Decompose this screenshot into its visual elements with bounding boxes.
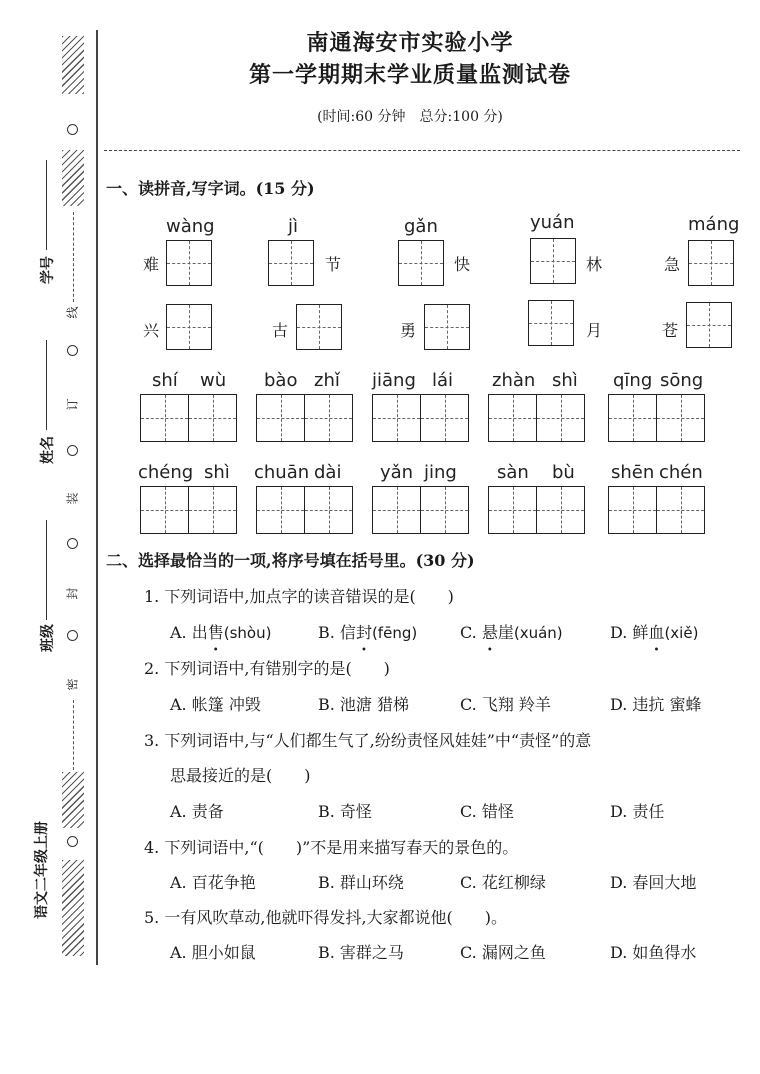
writing-box[interactable] [686, 302, 732, 348]
pinyin: qīng [613, 370, 653, 391]
writing-box[interactable] [656, 394, 705, 442]
writing-box[interactable] [530, 238, 576, 284]
binding-hole [67, 445, 78, 456]
writing-box[interactable] [536, 486, 585, 534]
binding-hole [67, 836, 78, 847]
writing-box[interactable] [536, 394, 585, 442]
binding-hole [67, 538, 78, 549]
writing-box[interactable] [166, 304, 212, 350]
cut-line [73, 212, 74, 302]
writing-box[interactable] [140, 486, 189, 534]
pinyin: chén [659, 462, 703, 483]
writing-box[interactable] [688, 240, 734, 286]
exam-title: 第一学期期末学业质量监测试卷 [248, 62, 571, 88]
pinyin: gǎn [404, 216, 438, 237]
pinyin: sōng [660, 370, 704, 391]
pinyin: chéng [138, 462, 194, 483]
q4-option-c[interactable]: C. 花红柳绿 [460, 873, 546, 892]
writing-box[interactable] [488, 486, 537, 534]
pinyin: wù [200, 370, 227, 391]
question-3-stem-cont: 思最接近的是( ) [170, 766, 311, 785]
pinyin: shì [552, 370, 578, 391]
hatch-pattern [62, 36, 84, 94]
seal-char-zhuang: 装 [65, 492, 80, 505]
q2-option-a[interactable]: A. 帐篷 冲毁 [170, 695, 261, 714]
given-char: 苍 [662, 321, 679, 340]
exam-meta: (时间:60 分钟 总分:100 分) [317, 109, 503, 125]
pinyin: yǎn [380, 462, 414, 483]
seal-char-feng: 封 [65, 587, 80, 600]
class-line[interactable] [46, 520, 47, 620]
pinyin: yuán [530, 212, 575, 233]
student-id-label: 学号 [40, 256, 56, 284]
writing-box[interactable] [656, 486, 705, 534]
name-line[interactable] [46, 340, 47, 430]
question-3-stem: 3. 下列词语中,与“人们都生气了,纷纷责怪风娃娃”中“责怪”的意 [144, 731, 592, 750]
q3-option-c[interactable]: C. 错怪 [460, 802, 514, 821]
pinyin: shì [204, 462, 230, 483]
binding-rule [96, 30, 98, 965]
writing-box[interactable] [256, 394, 305, 442]
section2-heading: 二、选择最恰当的一项,将序号填在括号里。(30 分) [106, 551, 475, 570]
question-5-stem: 5. 一有风吹草动,他就吓得发抖,大家都说他( )。 [144, 908, 508, 927]
writing-box[interactable] [398, 240, 444, 286]
pinyin: dài [314, 462, 342, 483]
q3-option-b[interactable]: B. 奇怪 [318, 802, 372, 821]
q1-option-d[interactable]: D. 鲜血(xiě) [610, 623, 699, 642]
pinyin: jiāng [372, 370, 416, 391]
writing-box[interactable] [420, 486, 469, 534]
binding-hole [67, 630, 78, 641]
pinyin: jì [288, 216, 299, 237]
writing-box[interactable] [304, 394, 353, 442]
q1-option-c[interactable]: C. 悬崖(xuán) [460, 623, 563, 642]
question-2-stem: 2. 下列词语中,有错别字的是( ) [144, 659, 390, 678]
given-char: 快 [454, 255, 471, 274]
binding-margin [0, 0, 100, 990]
writing-box[interactable] [268, 240, 314, 286]
given-char: 急 [664, 255, 681, 274]
seal-char-ding: 订 [65, 398, 80, 411]
pinyin: máng [688, 214, 740, 235]
q5-option-b[interactable]: B. 害群之马 [318, 943, 404, 962]
subject-label: 语文二年级上册 [34, 821, 50, 919]
writing-box[interactable] [166, 240, 212, 286]
writing-box[interactable] [528, 300, 574, 346]
q2-option-c[interactable]: C. 飞翔 羚羊 [460, 695, 551, 714]
hatch-pattern [62, 772, 84, 828]
pinyin: zhàn [492, 370, 536, 391]
q2-option-d[interactable]: D. 违抗 蜜蜂 [610, 695, 702, 714]
q2-option-b[interactable]: B. 池溏 猎梯 [318, 695, 410, 714]
given-char: 古 [272, 321, 289, 340]
q3-option-a[interactable]: A. 责备 [170, 802, 224, 821]
writing-box[interactable] [424, 304, 470, 350]
section1-heading: 一、读拼音,写字词。(15 分) [106, 179, 315, 198]
given-char: 勇 [400, 321, 417, 340]
given-char: 林 [586, 255, 603, 274]
q5-option-a[interactable]: A. 胆小如鼠 [170, 943, 256, 962]
name-label: 姓名 [40, 436, 56, 464]
question-1-stem: 1. 下列词语中,加点字的读音错误的是( ) [144, 587, 454, 606]
pinyin: shēn [611, 462, 655, 483]
q1-option-a[interactable]: A. 出售(shòu) [170, 623, 272, 642]
writing-box[interactable] [256, 486, 305, 534]
class-label: 班级 [40, 624, 56, 652]
given-char: 月 [586, 321, 603, 340]
seal-char-xian: 线 [65, 306, 80, 319]
pinyin: bù [552, 462, 575, 483]
pinyin: shí [152, 370, 178, 391]
writing-box[interactable] [608, 394, 657, 442]
question-4-stem: 4. 下列词语中,“( )”不是用来描写春天的景色的。 [144, 838, 519, 857]
q5-option-c[interactable]: C. 漏网之鱼 [460, 943, 546, 962]
cut-line [73, 700, 74, 770]
writing-box[interactable] [420, 394, 469, 442]
binding-hole [67, 124, 78, 135]
q4-option-a[interactable]: A. 百花争艳 [170, 873, 256, 892]
pinyin: wàng [166, 216, 215, 237]
given-char: 难 [143, 255, 160, 274]
q4-option-b[interactable]: B. 群山环绕 [318, 873, 404, 892]
student-id-line[interactable] [46, 160, 47, 250]
q1-option-b[interactable]: B. 信封(fēng) [318, 623, 418, 642]
pinyin: sàn [497, 462, 529, 483]
pinyin: zhǐ [314, 370, 340, 391]
binding-hole [67, 345, 78, 356]
writing-box[interactable] [608, 486, 657, 534]
writing-box[interactable] [304, 486, 353, 534]
hatch-pattern [62, 150, 84, 206]
writing-box[interactable] [296, 304, 342, 350]
writing-box[interactable] [372, 486, 421, 534]
writing-box[interactable] [140, 394, 189, 442]
school-title: 南通海安市实验小学 [306, 30, 514, 56]
writing-box[interactable] [372, 394, 421, 442]
q3-option-d[interactable]: D. 责任 [610, 802, 665, 821]
q4-option-d[interactable]: D. 春回大地 [610, 873, 697, 892]
writing-box[interactable] [188, 394, 237, 442]
seal-char-mi: 密 [65, 678, 80, 691]
pinyin: jing [424, 462, 457, 483]
q5-option-d[interactable]: D. 如鱼得水 [610, 943, 697, 962]
pinyin: lái [432, 370, 454, 391]
writing-box[interactable] [188, 486, 237, 534]
pinyin: bào [264, 370, 298, 391]
pinyin: chuān [254, 462, 310, 483]
given-char: 兴 [143, 321, 160, 340]
header-divider [104, 150, 740, 151]
hatch-pattern [62, 860, 84, 956]
writing-box[interactable] [488, 394, 537, 442]
given-char: 节 [325, 255, 342, 274]
